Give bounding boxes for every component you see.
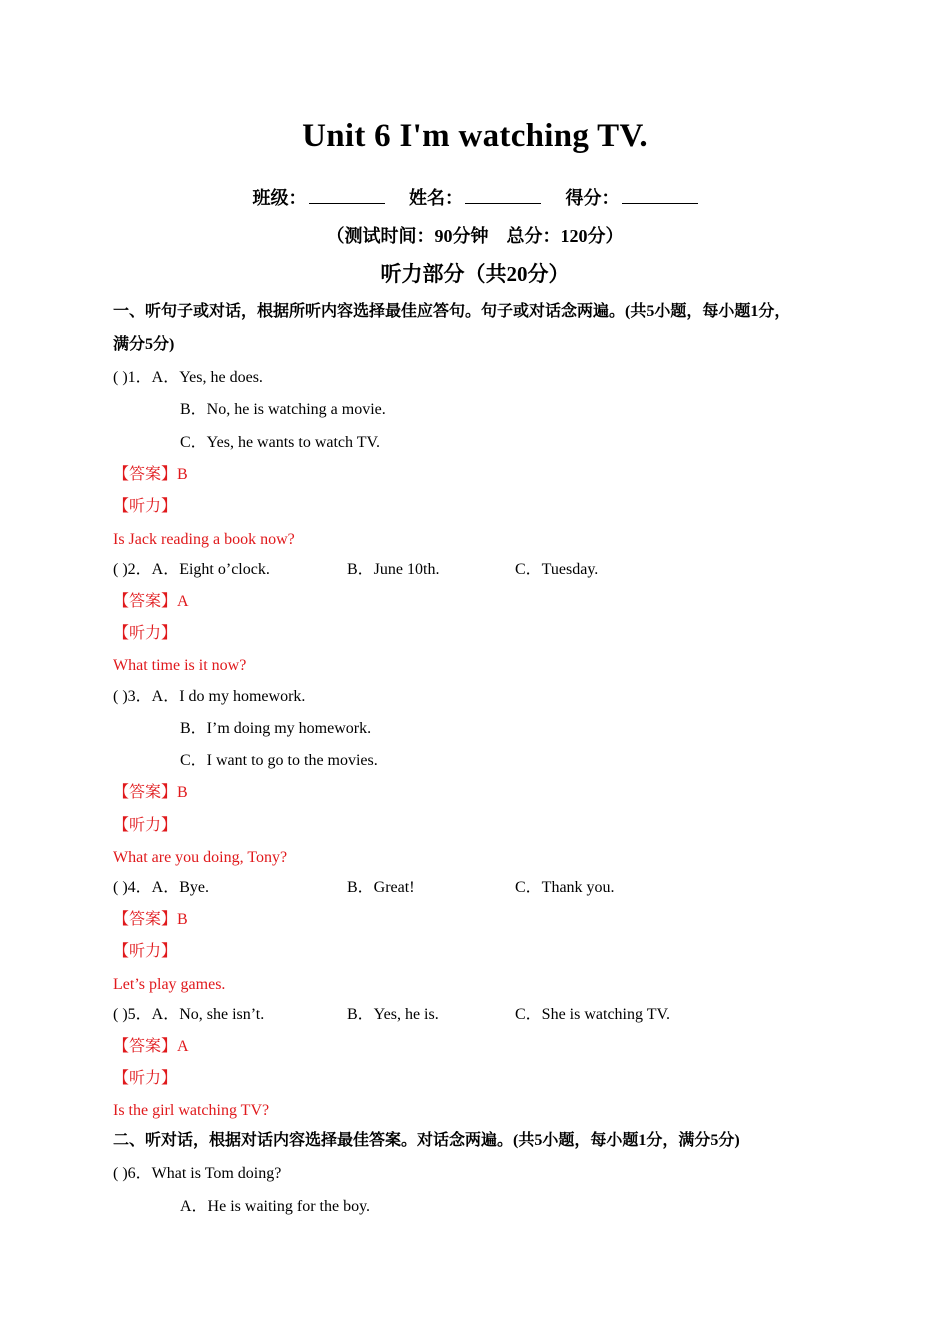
q5-script: Is the girl watching TV? bbox=[113, 1102, 270, 1119]
q3-stem: ( )3．A．I do my homework. bbox=[113, 688, 306, 705]
q5-option-b: B．Yes, he is. bbox=[347, 1006, 439, 1023]
q4-listening-label: 【听力】 bbox=[113, 943, 178, 960]
q1-option-c: C．Yes, he wants to watch TV. bbox=[180, 434, 381, 451]
q5-answer: 【答案】A bbox=[113, 1038, 189, 1055]
part1-instruction-line1: 一、听句子或对话，根据所听内容选择最佳应答句。句子或对话念两遍。(共5小题，每小题1分， bbox=[113, 303, 791, 320]
q2-option-c: C．Tuesday. bbox=[515, 561, 599, 578]
name-blank[interactable] bbox=[465, 187, 541, 204]
total-score: 总分：120分） bbox=[506, 226, 624, 246]
q6-option-a: A．He is waiting for the boy. bbox=[180, 1198, 371, 1215]
q2-stem: ( )2．A．Eight o’clock. bbox=[113, 561, 270, 578]
q2-answer: 【答案】A bbox=[113, 593, 189, 610]
q4-stem: ( )4．A．Bye. bbox=[113, 879, 209, 896]
q1-listening-label: 【听力】 bbox=[113, 498, 178, 515]
section-title: 听力部分（共20分） bbox=[380, 262, 570, 286]
q4-script: Let’s play games. bbox=[113, 976, 226, 993]
q1-script: Is Jack reading a book now? bbox=[113, 531, 295, 548]
document-title: Unit 6 I'm watching TV. bbox=[302, 118, 648, 154]
score-label: 得分： bbox=[565, 188, 620, 208]
class-blank[interactable] bbox=[309, 187, 385, 204]
name-label: 姓名： bbox=[409, 188, 463, 208]
q4-option-b: B．Great! bbox=[347, 879, 415, 896]
class-field[interactable] bbox=[253, 188, 385, 208]
part1-instruction-line2: 满分5分) bbox=[113, 336, 175, 353]
score-blank[interactable] bbox=[622, 187, 698, 204]
test-time-info bbox=[0, 222, 950, 248]
q3-option-c: C．I want to go to the movies. bbox=[180, 752, 378, 769]
name-field[interactable] bbox=[409, 188, 541, 208]
q4-answer: 【答案】B bbox=[113, 911, 188, 928]
q1-stem: ( )1．A．Yes, he does. bbox=[113, 369, 263, 386]
q5-listening-label: 【听力】 bbox=[113, 1070, 178, 1087]
q2-script: What time is it now? bbox=[113, 657, 247, 674]
q2-listening-label: 【听力】 bbox=[113, 625, 178, 642]
q6-stem: ( )6．What is Tom doing? bbox=[113, 1165, 282, 1182]
q3-listening-label: 【听力】 bbox=[113, 817, 178, 834]
student-info-row bbox=[0, 184, 950, 210]
q3-option-b: B．I’m doing my homework. bbox=[180, 720, 372, 737]
class-label: 班级： bbox=[252, 188, 307, 208]
q2-option-b: B．June 10th. bbox=[347, 561, 440, 578]
part2-instruction: 二、听对话，根据对话内容选择最佳答案。对话念两遍。(共5小题，每小题1分，满分5分) bbox=[113, 1132, 740, 1149]
q4-option-c: C．Thank you. bbox=[515, 879, 615, 896]
test-time: （测试时间：90分钟 bbox=[326, 226, 489, 246]
q1-answer: 【答案】B bbox=[113, 466, 188, 483]
q5-option-c: C．She is watching TV. bbox=[515, 1006, 670, 1023]
q3-answer: 【答案】B bbox=[113, 784, 188, 801]
score-field[interactable] bbox=[566, 188, 698, 208]
q5-stem: ( )5．A．No, she isn’t. bbox=[113, 1006, 265, 1023]
q1-option-b: B．No, he is watching a movie. bbox=[180, 401, 386, 418]
q3-script: What are you doing, Tony? bbox=[113, 849, 288, 866]
